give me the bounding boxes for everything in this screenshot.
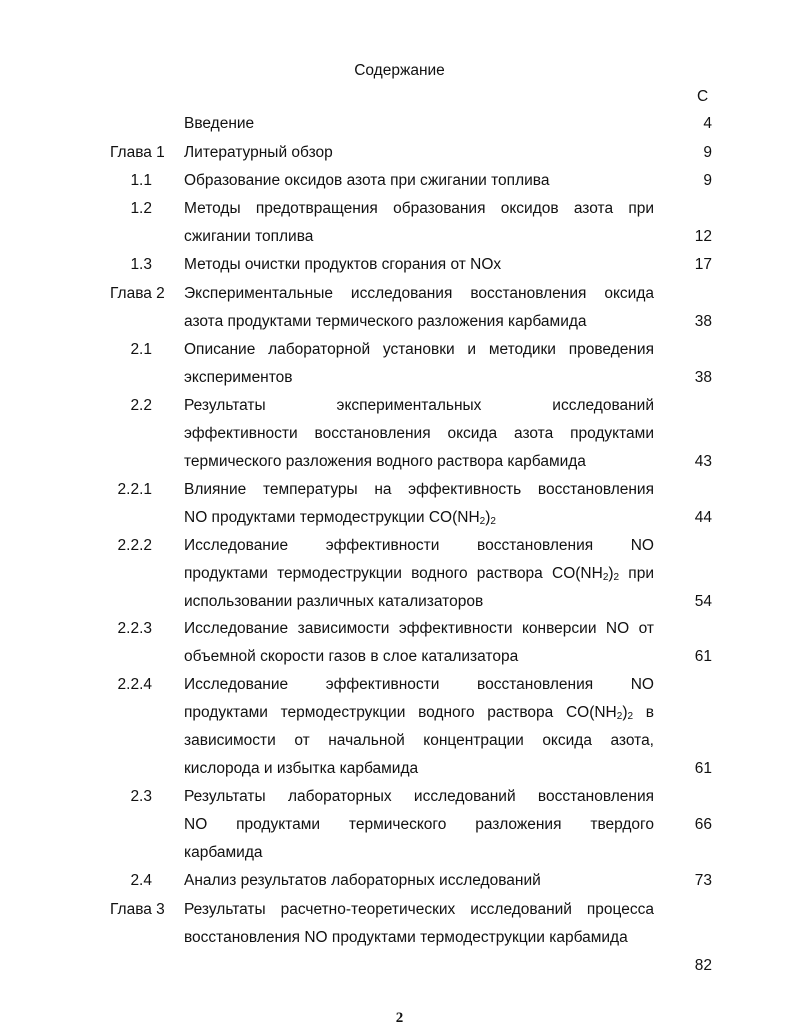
toc-entry-title — [184, 532, 654, 616]
toc-entry-title — [184, 476, 654, 532]
toc-entry-page: 17 — [694, 256, 712, 273]
toc-entry-page: 43 — [694, 453, 712, 470]
toc-entry-page: 9 — [703, 172, 712, 189]
toc-entry-number: 2.2.2 — [117, 537, 152, 554]
toc-entry-title-line: объемной скорости газов в слое катализатора — [184, 648, 519, 665]
toc-entry-title — [184, 167, 654, 195]
toc-entry-number: 1.2 — [130, 200, 152, 217]
toc-entry-number: Глава 3 — [110, 901, 165, 918]
toc-entry-title-line: Результаты расчетно-теоретических исследований процесса — [184, 901, 654, 918]
toc-entry-title — [184, 139, 654, 167]
toc-entry-title-line: Исследование зависимости эффективности конверсии NO от — [184, 620, 654, 637]
toc-entry-title-line: Описание лабораторной установки и методики проведения — [184, 341, 654, 358]
toc-entry-page: 73 — [694, 872, 712, 889]
toc-entry-number: 1.3 — [130, 256, 152, 273]
toc-entry-title-line: Влияние температуры на эффективность восстановления — [184, 481, 654, 498]
toc-entry-title-line: продуктами термодеструкции водного раствора $CO(NH_2)_2$ при — [184, 565, 654, 583]
toc-entry-title-line: карбамида — [184, 844, 263, 861]
toc-entry-page: 38 — [694, 369, 712, 386]
toc-entry-number: 2.2 — [130, 397, 152, 414]
toc-entry-number: 2.2.1 — [117, 481, 152, 498]
toc-entry-title-line: Образование оксидов азота при сжигании топлива — [184, 172, 550, 189]
toc-entry-title-line: кислорода и избытка карбамида — [184, 760, 419, 777]
page-column-header: С — [697, 88, 709, 105]
toc-entry-number: Глава 1 — [110, 144, 165, 161]
toc-entry-title-line: Исследование эффективности восстановления NO — [184, 537, 654, 554]
toc-entry-number: 1.1 — [130, 172, 152, 189]
toc-entry-title — [184, 195, 654, 251]
toc-entry-title-line: Исследование эффективности восстановления NO — [184, 676, 654, 693]
toc-entry-number: 2.3 — [130, 788, 152, 805]
toc-entry-number: 2.2.4 — [117, 676, 152, 693]
toc-entry-title — [184, 896, 654, 952]
toc-entry-page: 4 — [703, 115, 712, 132]
toc-entry-title — [184, 671, 654, 783]
toc-entry-page: 9 — [703, 144, 712, 161]
toc-entry-title — [184, 336, 654, 392]
toc-entry-title-line: зависимости от начальной концентрации оксида азота, — [184, 732, 654, 749]
toc-entry-title-line: Методы очистки продуктов сгорания от NOx — [184, 256, 502, 273]
toc-entry-title — [184, 867, 654, 895]
toc-entry-number: 2.1 — [130, 341, 152, 358]
toc-entry-title-line: NO продуктами термического разложения твердого — [184, 816, 654, 833]
toc-entry-title-line: Методы предотвращения образования оксидов азота при — [184, 200, 654, 217]
toc-entry-title — [184, 783, 654, 867]
toc-entry-page: 12 — [694, 228, 712, 245]
toc-entry-page: 38 — [694, 313, 712, 330]
toc-entry-title-line: использовании различных катализаторов — [184, 593, 484, 610]
toc-entry-title-line: экспериментов — [184, 369, 293, 386]
toc-entry-title — [184, 392, 654, 476]
toc-entry-title-line: Результаты лабораторных исследований восстановления — [184, 788, 654, 805]
page-number: 2 — [395, 1010, 404, 1026]
toc-entry-page: 66 — [694, 816, 712, 833]
toc-entry-number: 2.2.3 — [117, 620, 152, 637]
page-title: Содержание — [354, 62, 445, 79]
toc-entry-page: 54 — [694, 593, 712, 610]
toc-entry-title-line: Результаты экспериментальных исследований — [184, 397, 654, 414]
toc-entry-number: 2.4 — [130, 872, 152, 889]
toc-entry-title-line: Введение — [184, 115, 255, 132]
toc-entry-title-line: продуктами термодеструкции водного раствора $CO(NH_2)_2$ в — [184, 704, 654, 722]
toc-entry-title-line: термического разложения водного раствора карбамида — [184, 453, 586, 470]
toc-entry-page: 61 — [694, 760, 712, 777]
toc-entry-title-line: Анализ результатов лабораторных исследований — [184, 872, 541, 889]
toc-entry-title-line: NO продуктами термодеструкции $CO(NH_2)_2$ — [184, 509, 496, 527]
toc-entry-title — [184, 110, 654, 138]
toc-entry-title-line: эффективности восстановления оксида азота продуктами — [184, 425, 654, 442]
toc-entry-page: 44 — [694, 509, 712, 526]
toc-entry-title-line: Экспериментальные исследования восстановления оксида — [184, 285, 654, 302]
toc-entry-title — [184, 615, 654, 671]
toc-entry-title-line: восстановления NO продуктами термодеструкции карбамида — [184, 929, 628, 946]
toc-entry-title — [184, 280, 654, 336]
toc-entry-number: Глава 2 — [110, 285, 165, 302]
toc-entry-title-line: сжигании топлива — [184, 228, 314, 245]
toc-entry-page: 61 — [694, 648, 712, 665]
toc-entry-title-line: азота продуктами термического разложения карбамида — [184, 313, 587, 330]
toc-entry-page: 82 — [694, 957, 712, 974]
toc-entry-title-line: Литературный обзор — [184, 144, 333, 161]
toc-entry-title — [184, 251, 654, 279]
